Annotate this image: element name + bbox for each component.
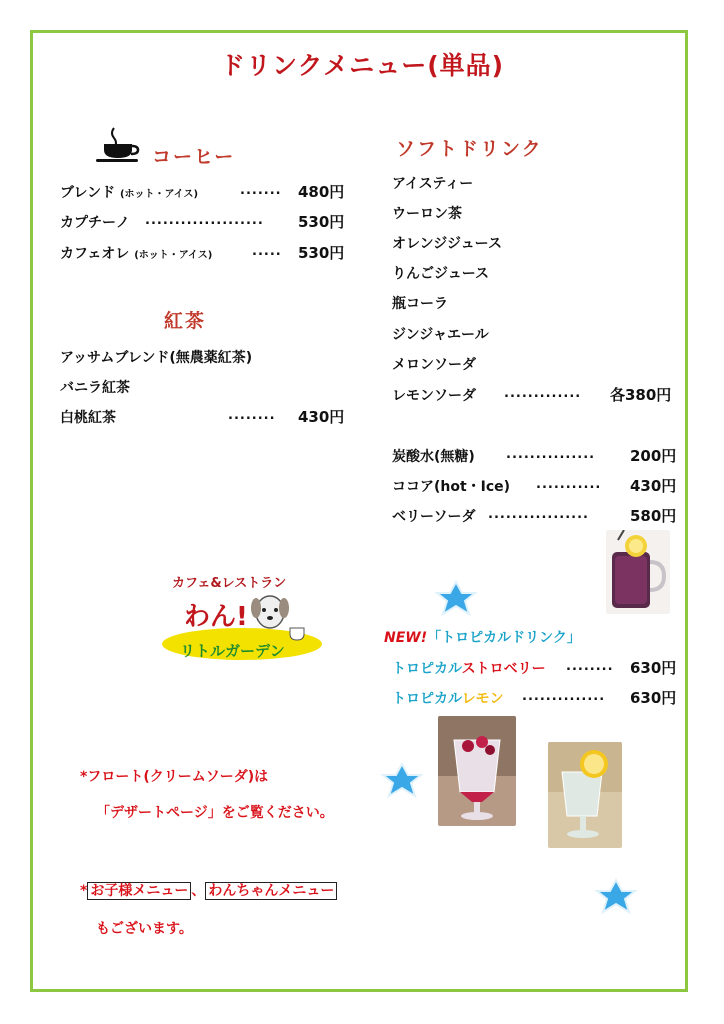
soft-drink-item: アイスティー [392, 176, 474, 192]
leader-dots: ............... [506, 447, 596, 462]
leader-dots: .................... [145, 213, 264, 228]
leader-dots: ........ [566, 659, 614, 674]
star-icon [434, 580, 478, 622]
soft-drink-item: 炭酸水(無糖) [392, 449, 475, 465]
coffee-price: 480円 [298, 183, 345, 201]
soft-drink-price: 200円 [630, 447, 677, 465]
coffee-price: 530円 [298, 244, 345, 262]
logo-wan-text: わん! [184, 602, 248, 632]
soft-drink-item: 瓶コーラ [392, 296, 448, 312]
soft-drink-item: メロンソーダ [392, 357, 476, 373]
leader-dots: ................. [488, 507, 589, 522]
leader-dots: ........ [228, 408, 276, 423]
coffee-item-name: カフェオレ (ホット・アイス) [60, 246, 213, 262]
berry-soda-photo [606, 530, 670, 614]
tropical-price: 630円 [630, 689, 677, 707]
star-icon [380, 762, 424, 804]
coffee-heading: コーヒー [152, 146, 236, 168]
logo-name: リトルガーデン [180, 642, 285, 660]
tropical-price: 630円 [630, 659, 677, 677]
page-title: ドリンクメニュー(単品) [219, 51, 505, 80]
soft-drink-item: ベリーソーダ [392, 509, 476, 525]
soft-drink-item: ココア(hot・Ice) [392, 479, 511, 495]
tea-item-name: アッサムブレンド(無農薬紅茶) [60, 350, 253, 366]
coffee-cup-icon [94, 126, 140, 164]
star-icon [594, 878, 638, 920]
soft-drink-price: 430円 [630, 477, 677, 495]
soft-drink-price: 580円 [630, 507, 677, 525]
tropical-item: トロピカルレモン [392, 691, 504, 707]
float-note-line2: 「デザートページ」をご覧ください。 [96, 805, 334, 821]
dog-menu-link[interactable]: わんちゃんメニュー [205, 882, 337, 900]
float-note-line1: *フロート(クリームソーダ)は [80, 769, 269, 785]
leader-dots: ....... [240, 183, 282, 198]
new-badge: NEW! [384, 630, 428, 646]
soft-drink-item: オレンジジュース [392, 236, 502, 252]
tea-item-name: バニラ紅茶 [60, 380, 130, 396]
soft-drink-item: ウーロン茶 [392, 206, 462, 222]
coffee-item-name: ブレンド (ホット・アイス) [60, 185, 199, 201]
leader-dots: ..... [252, 244, 282, 259]
coffee-item-name: カプチーノ [60, 215, 130, 231]
tea-item-name: 白桃紅茶 [60, 410, 116, 426]
tropical-lemon-photo [548, 742, 622, 848]
soft-drink-group-price: 各380円 [610, 386, 672, 404]
leader-dots: ........... [536, 477, 602, 492]
tea-heading: 紅茶 [164, 310, 207, 332]
leader-dots: .............. [522, 689, 606, 704]
kids-menu-link[interactable]: お子様メニュー [87, 882, 191, 900]
kids-note-line2: もございます。 [96, 921, 193, 937]
soft-drink-item: ジンジャエール [392, 327, 489, 343]
soft-drink-heading: ソフトドリンク [396, 138, 543, 160]
kids-note-line1: * お子様メニュー 、 わんちゃんメニュー [80, 880, 337, 900]
logo-tagline: カフェ&レストラン [172, 576, 287, 591]
soft-drink-item: りんごジュース [392, 266, 490, 282]
tropical-heading-line [384, 627, 581, 647]
tropical-strawberry-photo [438, 716, 516, 826]
tropical-item: トロピカルストロベリー [392, 661, 546, 677]
leader-dots: ............. [504, 386, 582, 401]
coffee-price: 530円 [298, 213, 345, 231]
tea-price: 430円 [298, 408, 345, 426]
soft-drink-item: レモンソーダ [392, 388, 476, 404]
tropical-heading: 「トロピカルドリンク」 [427, 630, 581, 646]
